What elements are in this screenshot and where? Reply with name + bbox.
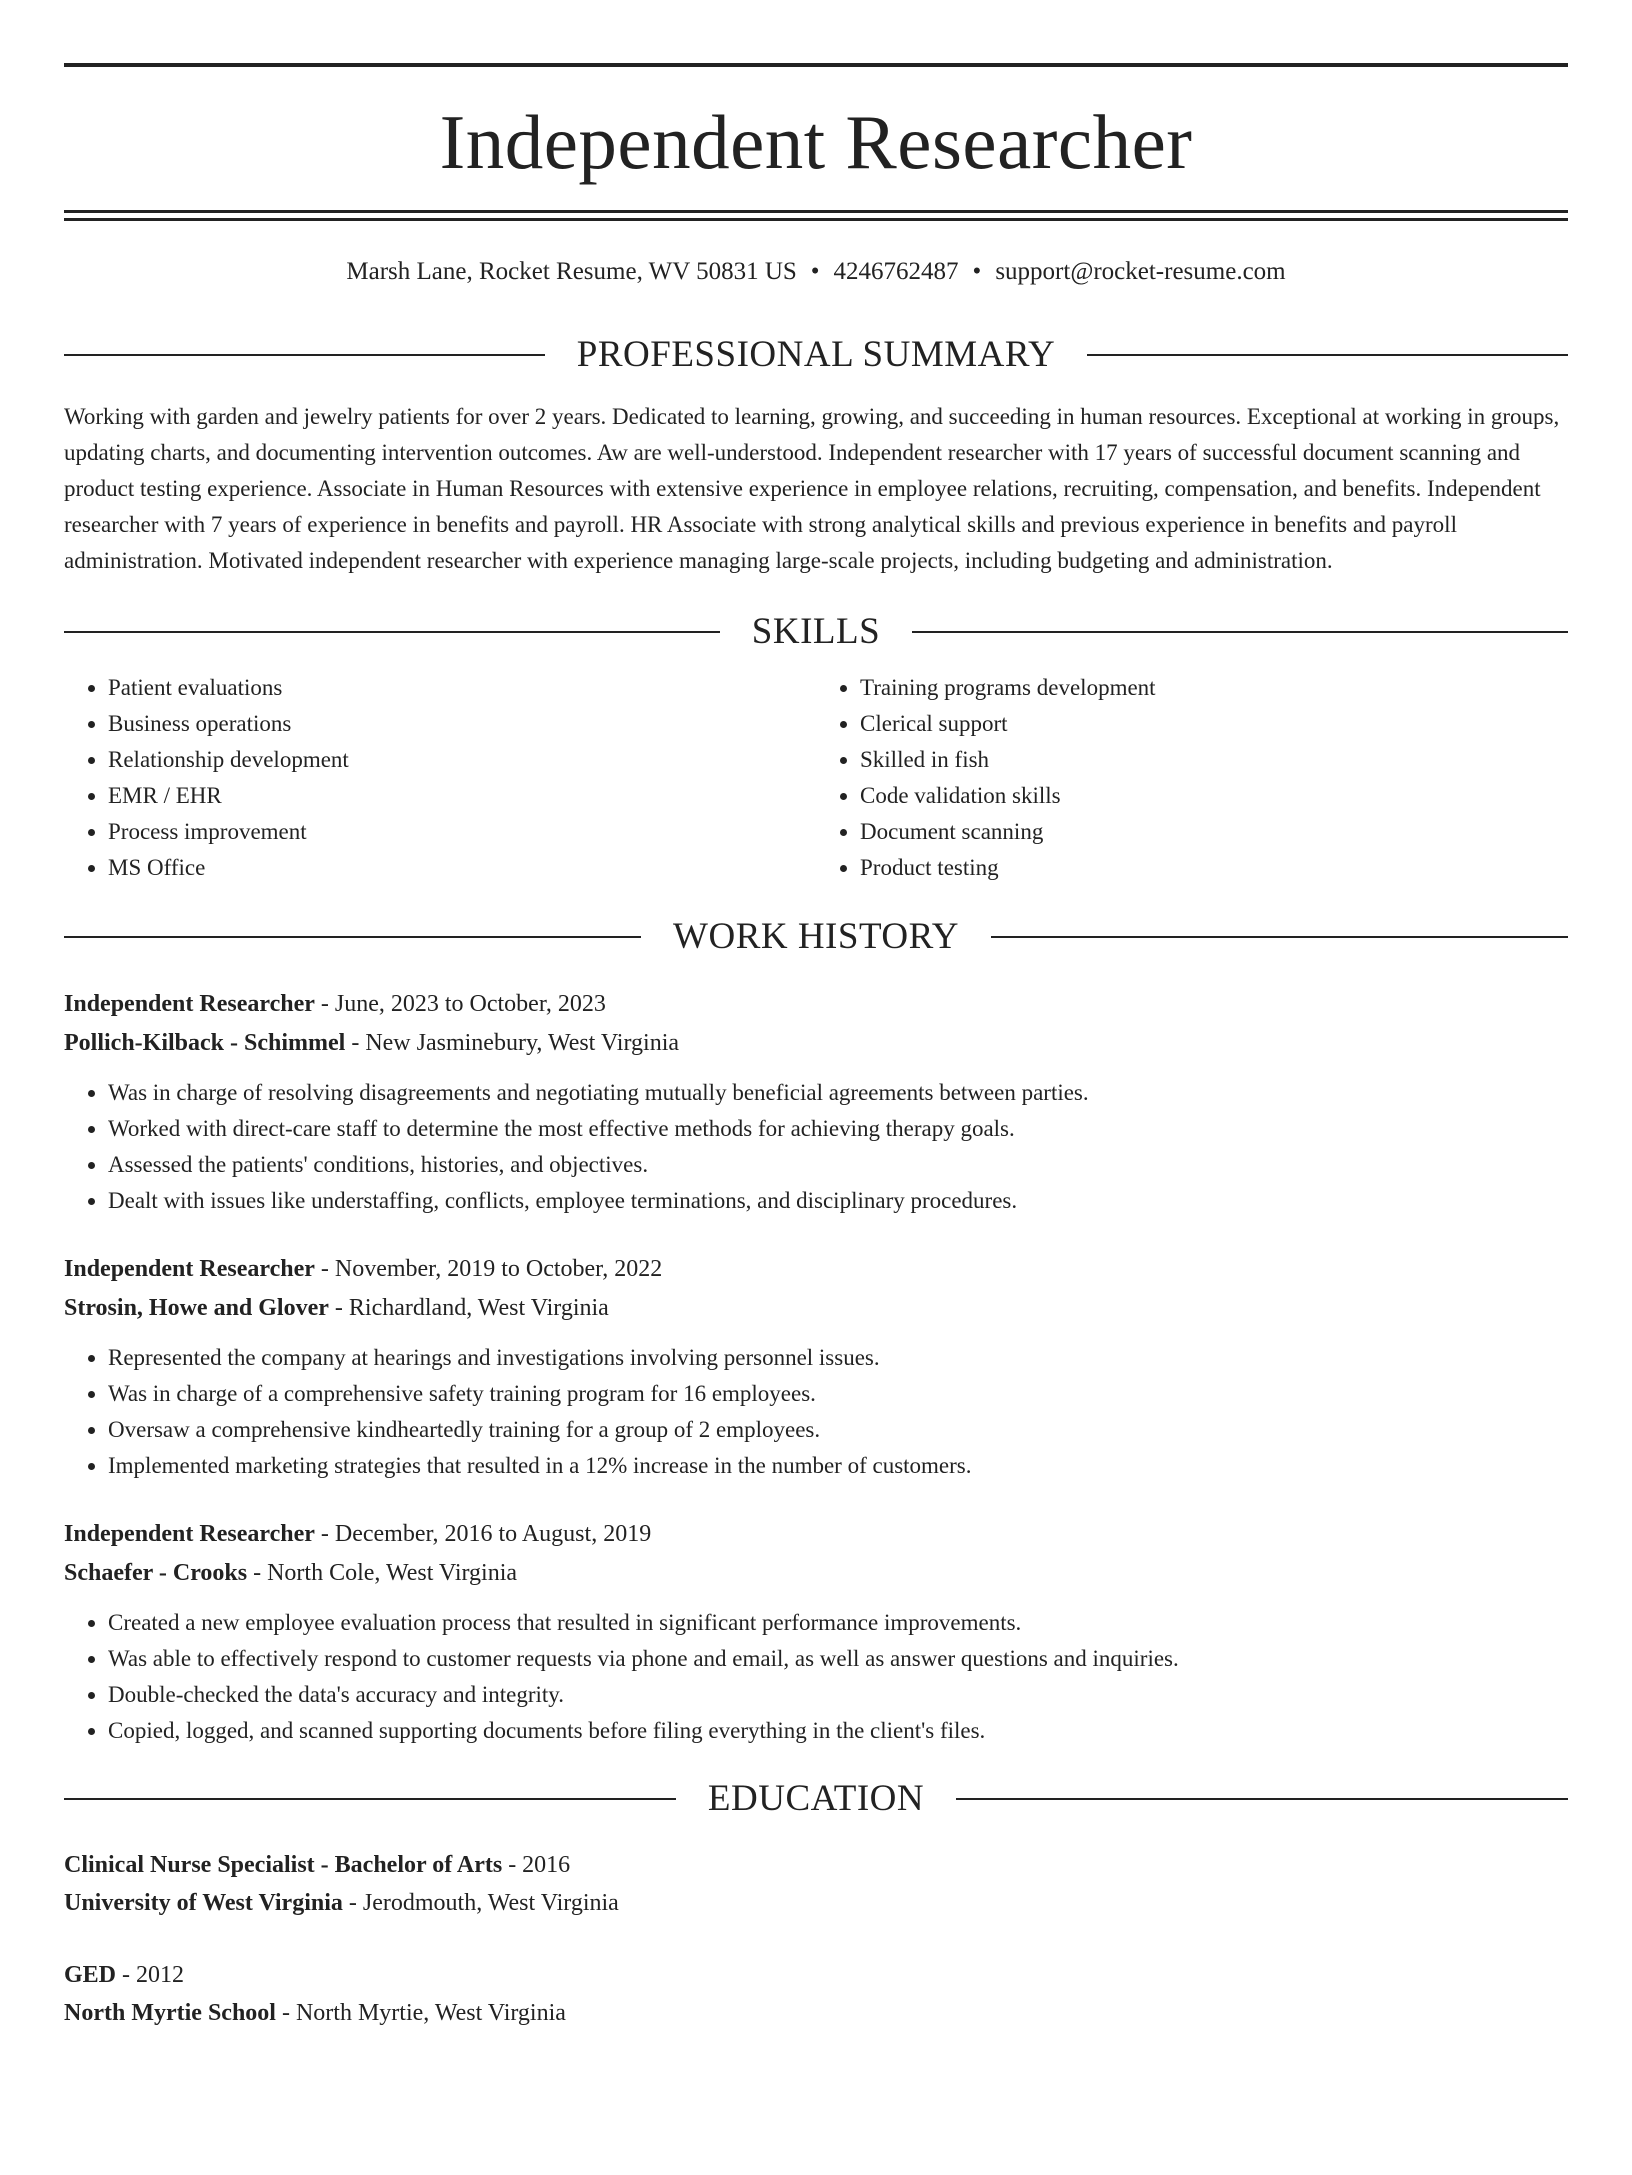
skill-item: • Clerical support [860,706,1568,742]
education-degree-line [64,1846,1568,1884]
top-rule [64,63,1568,67]
section-rule-right [912,631,1568,633]
education-school-line [64,1884,1568,1922]
job-bullet: • Was able to effectively respond to customer requests via phone and email, as well as answer questions and inquiries. [108,1641,1568,1677]
section-rule-right [991,936,1568,938]
skill-item: • Business operations [108,706,816,742]
job-title-line [64,1250,1568,1289]
job-bullet: • Assessed the patients' conditions, histories, and objectives. [108,1147,1568,1183]
education-section-header [64,1780,1568,1817]
skill-item: • Patient evaluations [108,670,816,706]
job-bullet: • Dealt with issues like understaffing, conflicts, employee terminations, and disciplinary procedures. [108,1183,1568,1219]
section-rule-left [64,1798,676,1800]
skills-column-right [816,670,1568,886]
education-year: - 2016 [502,1852,571,1878]
education-year: - 2012 [116,1962,185,1988]
summary-section-header [64,336,1568,373]
job-title-line [64,1515,1568,1554]
job-dates: - June, 2023 to October, 2023 [314,991,606,1017]
job-bullet: • Implemented marketing strategies that resulted in a 12% increase in the number of customers. [108,1448,1568,1484]
job-entry [64,1250,1568,1484]
job-bullets [64,1340,1568,1484]
job-role: Independent Researcher [64,991,315,1017]
skill-item: • Skilled in fish [860,742,1568,778]
contact-separator: • [810,258,820,285]
education-degree-line [64,1956,1568,1994]
job-role: Independent Researcher [64,1521,315,1547]
education-section-title: EDUCATION [707,1778,925,1819]
job-bullet: • Created a new employee evaluation process that resulted in significant performance improvements. [108,1605,1568,1641]
skill-item: • Training programs development [860,670,1568,706]
job-bullet: • Worked with direct-care staff to determine the most effective methods for achieving therapy goals. [108,1111,1568,1147]
education-location: - North Myrtie, West Virginia [275,2000,566,2026]
education-entry [64,1846,1568,1922]
work-history-section-header [64,918,1568,955]
skills-column-left [64,670,816,886]
contact-email[interactable]: support@rocket-resume.com [995,258,1286,285]
job-bullet: • Oversaw a comprehensive kindheartedly training for a group of 2 employees. [108,1412,1568,1448]
education-school: North Myrtie School [64,2000,276,2026]
job-company: Strosin, Howe and Glover [64,1295,329,1321]
job-entry [64,1515,1568,1749]
education-school: University of West Virginia [64,1890,343,1916]
work-history-section-title: WORK HISTORY [673,916,959,957]
contact-separator: • [972,258,982,285]
section-rule-left [64,936,641,938]
skills-section-header [64,613,1568,650]
resume-name: Independent Researcher [439,99,1193,185]
job-bullets [64,1075,1568,1219]
skills-list [64,670,1568,886]
job-company-line [64,1289,1568,1328]
resume-page [0,63,1632,2175]
job-title-line [64,985,1568,1024]
job-location: - New Jasminebury, West Virginia [345,1030,680,1056]
education-degree: GED [64,1962,117,1988]
job-bullet: • Was in charge of resolving disagreements and negotiating mutually beneficial agreements between parties. [108,1075,1568,1111]
job-bullet: • Double-checked the data's accuracy and integrity. [108,1677,1568,1713]
skill-item: • MS Office [108,850,816,886]
education-location: - Jerodmouth, West Virginia [342,1890,619,1916]
education-entry [64,1956,1568,2032]
job-location: - North Cole, West Virginia [247,1560,518,1586]
contact-line [64,259,1568,284]
skill-item: • Document scanning [860,814,1568,850]
education-degree: Clinical Nurse Specialist - Bachelor of Arts [64,1852,503,1878]
section-rule-right [1087,354,1568,356]
job-bullet: • Was in charge of a comprehensive safety training program for 16 employees. [108,1376,1568,1412]
job-company-line [64,1554,1568,1593]
job-location: - Richardland, West Virginia [328,1295,609,1321]
skill-item: • Product testing [860,850,1568,886]
section-rule-left [64,354,545,356]
job-role: Independent Researcher [64,1256,315,1282]
section-rule-right [956,1798,1568,1800]
job-company: Pollich-Kilback - Schimmel [64,1030,346,1056]
skill-item: • EMR / EHR [108,778,816,814]
job-bullet: • Copied, logged, and scanned supporting documents before filing everything in the client's files. [108,1713,1568,1749]
section-rule-left [64,631,720,633]
job-dates: - November, 2019 to October, 2022 [314,1256,663,1282]
education-school-line [64,1994,1568,2032]
job-dates: - December, 2016 to August, 2019 [314,1521,652,1547]
skill-item: • Code validation skills [860,778,1568,814]
header-double-rule [64,210,1568,221]
job-company-line [64,1024,1568,1063]
job-bullets [64,1605,1568,1749]
contact-address: Marsh Lane, Rocket Resume, WV 50831 US [346,258,797,285]
skills-section-title: SKILLS [751,611,881,652]
skill-item: • Process improvement [108,814,816,850]
summary-text: Working with garden and jewelry patients for over 2 years. Dedicated to learning, growing, and succeeding in human resources. Exceptional at working in groups, updating charts, and documenting intervention outcomes. Aw are well-understood. Independent researcher with 17 years of successful document scanning and product testing experience. Associate in Human Resources with extensive experience in employee relations, recruiting, compensation, and benefits. Independent researcher with 7 years of experience in benefits and payroll. HR Associate with strong analytical skills and previous experience in benefits and payroll administration. Motivated independent researcher with experience managing large-scale projects, including budgeting and administration. [64,404,1560,573]
job-entry [64,985,1568,1219]
summary-section-title: PROFESSIONAL SUMMARY [576,334,1056,375]
job-company: Schaefer - Crooks [64,1560,248,1586]
job-bullet: • Represented the company at hearings and investigations involving personnel issues. [108,1340,1568,1376]
contact-phone[interactable]: 4246762487 [833,258,959,285]
skill-item: • Relationship development [108,742,816,778]
